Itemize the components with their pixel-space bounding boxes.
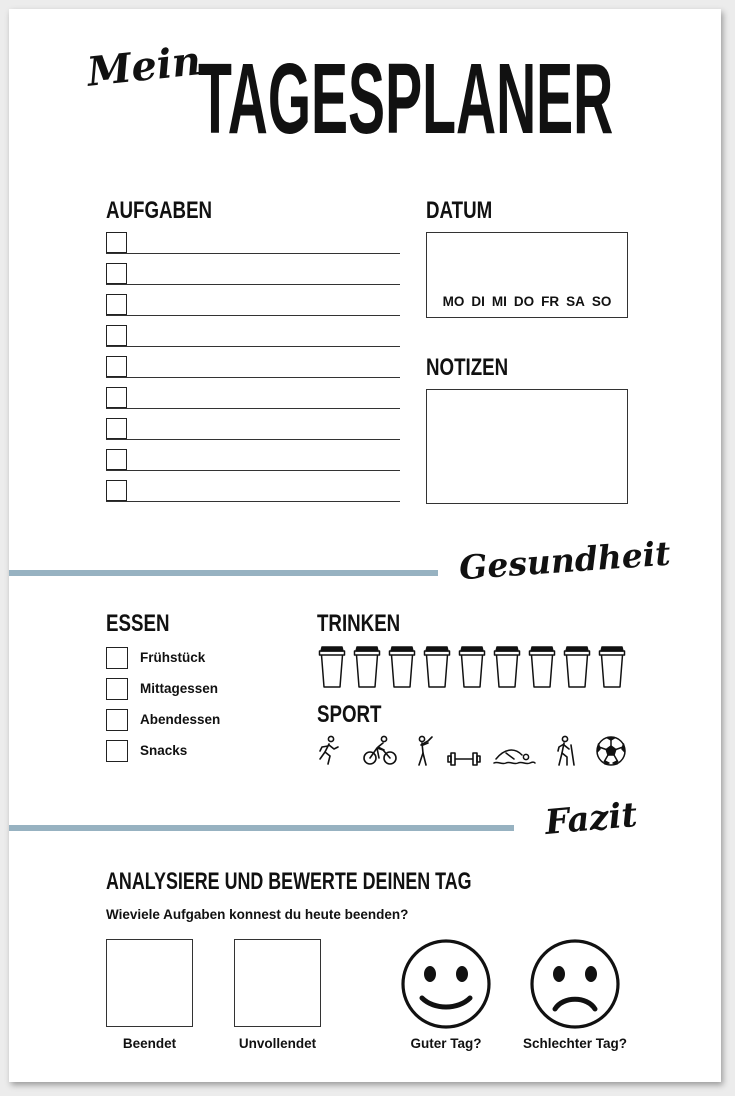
food-heading: ESSEN: [106, 610, 170, 637]
summary-heading: Fazit: [543, 795, 639, 843]
planner-page: [9, 9, 721, 1082]
notes-box[interactable]: [426, 389, 628, 504]
task-checkbox[interactable]: [106, 325, 127, 346]
completed-box[interactable]: [106, 939, 193, 1027]
running-icon[interactable]: [316, 735, 342, 767]
water-cup-icon[interactable]: [493, 645, 521, 689]
cycling-icon[interactable]: [362, 735, 398, 767]
date-box[interactable]: [426, 232, 628, 318]
task-line[interactable]: [106, 408, 400, 409]
task-checkbox[interactable]: [106, 356, 127, 377]
drink-heading: TRINKEN: [317, 610, 401, 637]
food-checkbox[interactable]: [106, 709, 128, 731]
food-item-label: Frühstück: [140, 650, 206, 665]
weekday-label[interactable]: DO: [513, 294, 535, 309]
soccer-ball-icon[interactable]: [595, 735, 627, 767]
swimming-icon[interactable]: [492, 745, 536, 767]
task-checkbox[interactable]: [106, 480, 127, 501]
health-divider: [9, 570, 438, 576]
task-line[interactable]: [106, 315, 400, 316]
date-heading: DATUM: [426, 197, 493, 224]
water-cup-icon[interactable]: [458, 645, 486, 689]
summary-divider: [9, 825, 514, 831]
food-checkbox[interactable]: [106, 647, 128, 669]
food-item-label: Snacks: [140, 743, 188, 758]
task-line[interactable]: [106, 346, 400, 347]
task-line[interactable]: [106, 377, 400, 378]
notes-heading: NOTIZEN: [426, 354, 509, 381]
task-checkbox[interactable]: [106, 294, 127, 315]
task-line[interactable]: [106, 470, 400, 471]
title-prefix: Mein: [84, 37, 204, 96]
weekday-label[interactable]: SO: [591, 294, 612, 309]
weekday-label[interactable]: MI: [491, 294, 507, 309]
task-checkbox[interactable]: [106, 232, 127, 253]
unfinished-label: Unvollendet: [238, 1036, 317, 1051]
task-line[interactable]: [106, 439, 400, 440]
hiking-icon[interactable]: [554, 735, 578, 767]
task-checkbox[interactable]: [106, 387, 127, 408]
water-cup-icon[interactable]: [318, 645, 346, 689]
weekday-label[interactable]: SA: [566, 294, 585, 309]
task-line[interactable]: [106, 284, 400, 285]
food-checkbox[interactable]: [106, 740, 128, 762]
tasks-heading: AUFGABEN: [106, 197, 213, 224]
water-cup-icon[interactable]: [388, 645, 416, 689]
weekday-label[interactable]: DI: [471, 294, 485, 309]
task-line[interactable]: [106, 501, 400, 502]
food-item-label: Mittagessen: [140, 681, 219, 696]
weekday-label[interactable]: FR: [541, 294, 560, 309]
summary-question: Wieviele Aufgaben konnest du heute beenden?: [106, 907, 409, 922]
water-cup-icon[interactable]: [563, 645, 591, 689]
water-cup-icon[interactable]: [423, 645, 451, 689]
food-checkbox[interactable]: [106, 678, 128, 700]
golf-icon[interactable]: [412, 735, 434, 767]
good-day-label: Guter Tag?: [410, 1036, 482, 1051]
happy-face-icon[interactable]: [400, 938, 492, 1030]
task-checkbox[interactable]: [106, 263, 127, 284]
task-line[interactable]: [106, 253, 400, 254]
summary-title: ANALYSIERE UND BEWERTE DEINEN TAG: [106, 868, 472, 895]
food-item-label: Abendessen: [140, 712, 221, 727]
water-cup-icon[interactable]: [598, 645, 626, 689]
water-cup-icon[interactable]: [353, 645, 381, 689]
completed-label: Beendet: [122, 1036, 177, 1051]
unfinished-box[interactable]: [234, 939, 321, 1027]
water-cup-icon[interactable]: [528, 645, 556, 689]
weekday-label[interactable]: MO: [442, 294, 465, 309]
health-heading: Gesundheit: [457, 533, 672, 588]
task-checkbox[interactable]: [106, 449, 127, 470]
task-checkbox[interactable]: [106, 418, 127, 439]
sport-heading: SPORT: [317, 701, 382, 728]
weekday-row: [427, 294, 627, 309]
bad-day-label: Schlechter Tag?: [522, 1036, 628, 1051]
page-title: TAGESPLANER: [198, 43, 614, 155]
dumbbell-icon[interactable]: [447, 751, 481, 767]
sad-face-icon[interactable]: [529, 938, 621, 1030]
